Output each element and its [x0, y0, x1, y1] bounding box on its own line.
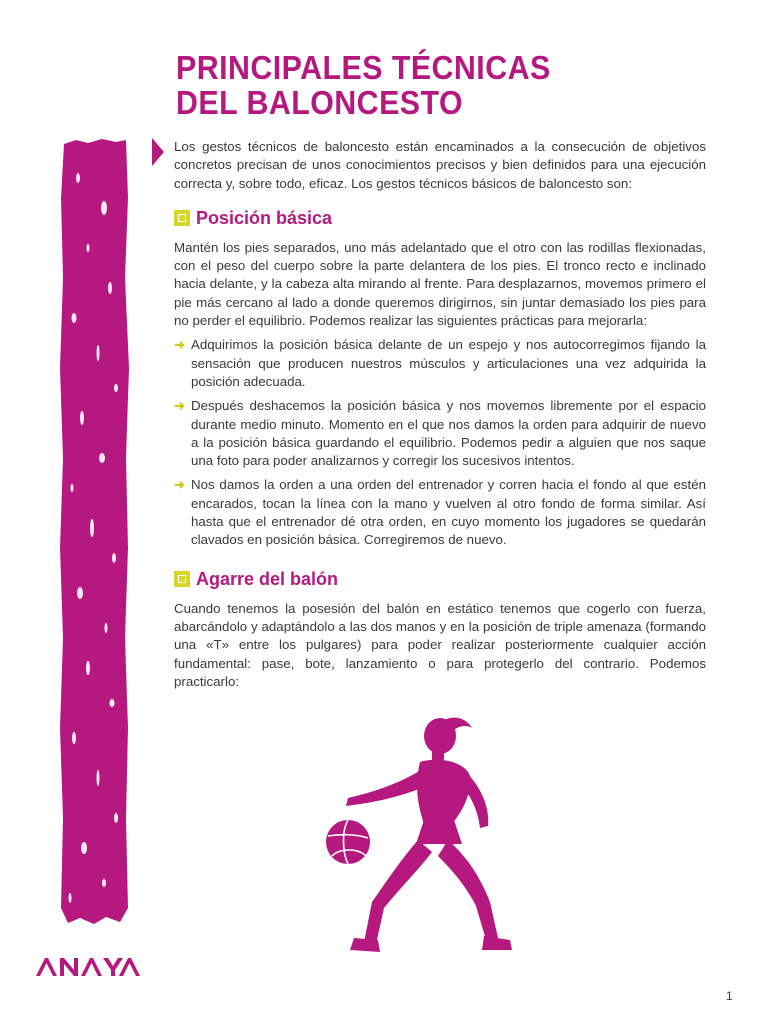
arrow-right-icon: ➜: [174, 477, 185, 493]
page-number: 1: [726, 989, 733, 1003]
decorative-paint-stripe: [58, 138, 130, 928]
section-heading-text: Posición básica: [196, 207, 333, 228]
list-item: [174, 397, 706, 470]
arrow-right-icon: ➜: [174, 337, 185, 353]
list-item-text: Después deshacemos la posición básica y nos movemos libremente por el espacio durante medio minuto. Momento en el que nos damos la orden para adquirir de nuevo a la posición básica guardando el equilibrio. Podemos pedir a alguien que nos saque una foto para poder analizarnos y corregir los sucesivos intentos.: [191, 398, 706, 469]
arrow-right-icon: ➜: [174, 398, 185, 414]
page-title-line-1: PRINCIPALES TÉCNICAS: [176, 49, 551, 86]
page-title: [176, 50, 562, 120]
list-item: [174, 476, 706, 549]
section-paragraph: Cuando tenemos la posesión del balón en estático tenemos que cogerlo con fuerza, abarcándolo y adaptándolo a las dos manos y en la posición de triple amenaza (formando una «T» entre los pulgares) para poder realizar posteriormente cualquier acción fundamental: pase, bote, lanzamiento o para protegerlo del contrario. Podemos practicarlo:: [174, 600, 706, 689]
intro-triangle-marker: [152, 138, 164, 166]
section-heading-text: Agarre del balón: [196, 568, 339, 589]
practice-list: [174, 336, 706, 549]
section-heading-agarre-del-balon: [174, 568, 706, 590]
main-content: [174, 138, 706, 697]
section-paragraph: Mantén los pies separados, uno más adelantado que el otro con las rodillas flexionadas, con el peso del cuerpo sobre la parte delantera de los pies. El tronco recto e inclinado hacia delante, y la cabeza alta mirando al frente. Para desplazarnos, movemos primero el pie más cercano al lado a donde queremos dirigirnos, sin juntar demasiado los pies para no perder el equilibrio. Podemos realizar las siguientes prácticas para mejorarla:: [174, 239, 706, 329]
square-bullet-icon: [174, 210, 190, 226]
list-item-text: Adquirimos la posición básica delante de un espejo y nos autocorregimos fijando la sensación que producen nuestros músculos y articulaciones una vez adquirida la posición adecuada.: [191, 337, 706, 389]
list-item: [174, 336, 706, 391]
basketball-player-illustration: [320, 706, 520, 956]
intro-paragraph: Los gestos técnicos de baloncesto están encaminados a la consecución de objetivos concretos precisan de unos conocimientos precisos y bien definidos para una ejecución correcta y, sobre todo, eficaz. Los gestos técnicos básicos de baloncesto son:: [174, 139, 706, 191]
section-heading-posicion-basica: [174, 207, 706, 229]
list-item-text: Nos damos la orden a una orden del entrenador y corren hacia el fondo al que estén encarados, tocan la línea con la mano y vuelven al otro fondo de forma similar. Así hasta que el entrenador dé otra orden, en cuyo momento los jugadores se quedarán clavados en posición básica. Corregiremos de nuevo.: [191, 477, 706, 548]
anaya-logo: [36, 956, 140, 978]
square-bullet-icon: [174, 571, 190, 587]
page-title-line-2: DEL BALONCESTO: [176, 84, 464, 121]
